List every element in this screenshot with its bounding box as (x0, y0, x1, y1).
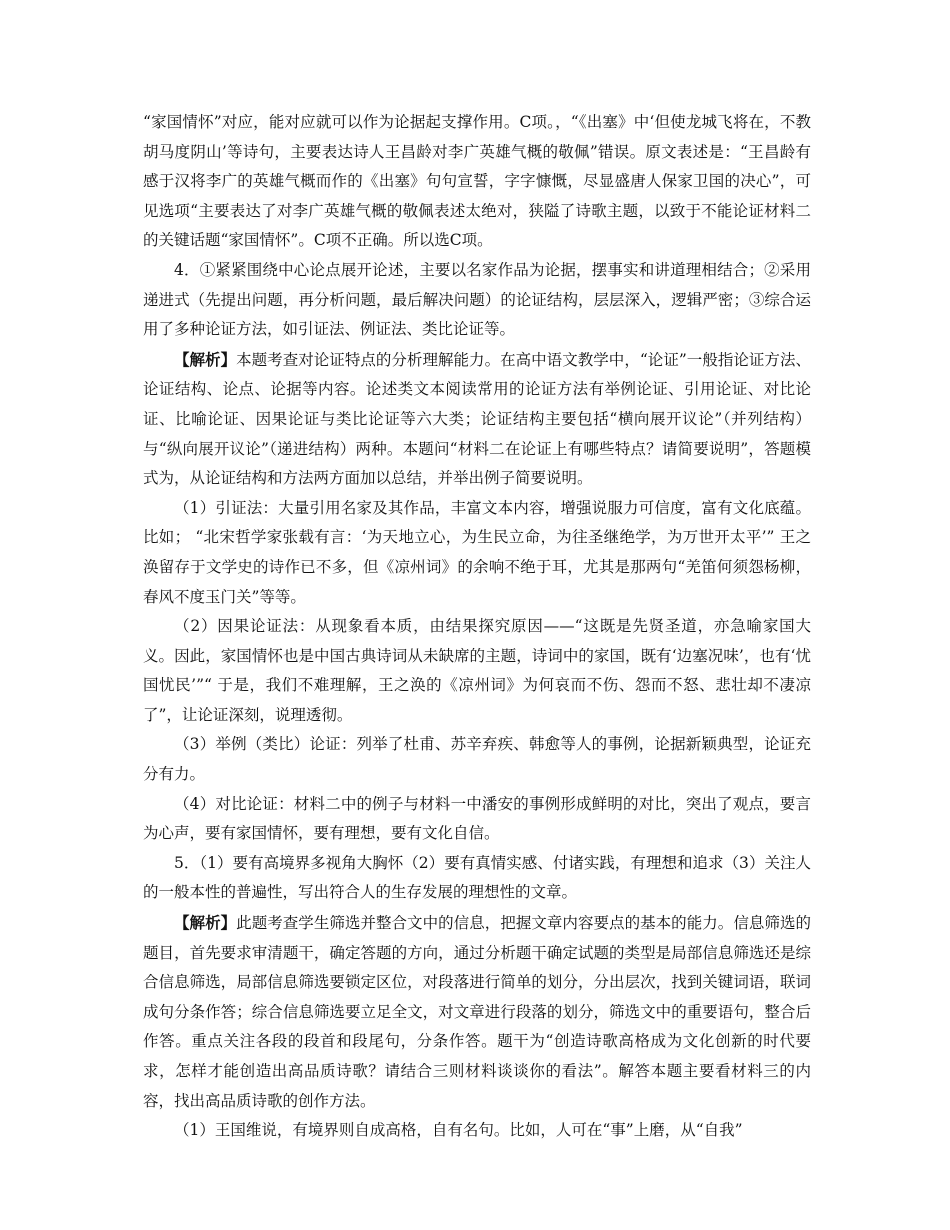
answer-3-explanation-tail: “家国情怀”对应，能对应就可以作为论据起支撑作用。C项。，“《出塞》中‘但使龙城飞将在，不教胡马度阴山’等诗句，主要表达诗人王昌龄对李广英雄气概的敬佩”错误。原文表述是：“王昌龄有感于汉将李广的英雄气概而作的《出塞》句句宣誓，字字慷慨，尽显盛唐人保家卫国的决心”，可见选项“主要表达了对李广英雄气概的敬佩表述太绝对，狭隘了诗歌主题，以致于不能论证材料二的关键话题“家国情怀”。C项不正确。所以选C项。 (143, 113, 811, 250)
answer-5-analysis (143, 908, 811, 1116)
answer-4-point-3: （3）举例（类比）论证：列举了杜甫、苏辛弃疾、韩愈等人的事例，论据新颖典型，论证充分有力。 (143, 735, 811, 784)
analysis-label: 【解析】 (174, 913, 237, 933)
analysis-text: 本题考查对论证特点的分析理解能力。在高中语文教学中，“论证”一般指论证方法、论证结构、论点、论据等内容。论述类文本阅读常用的论证方法有举例论证、引用论证、对比论证、比喻论证、因果论证与类比论证等六大类；论证结构主要包括“横向展开议论”（并列结构）与“纵向展开议论”（递进结构）两种。本题问“材料二在论证上有哪些特点？请简要说明”，答题模式为，从论证结构和方法两方面加以总结，并举出例子简要说明。 (143, 350, 811, 488)
answer-4-point-2: （2）因果论证法：从现象看本质，由结果探究原因——“这既是先贤圣道，亦急喻家国大义。因此，家国情怀也是中国古典诗词从未缺席的主题，诗词中的家国，既有‘边塞况味’，也有‘忧国忧民’”“ 于是，我们不难理解，王之涣的《凉州词》为何哀而不伤、怨而不怒、悲壮却不凄凉了”，让论证深刻，说理透彻。 (143, 617, 811, 724)
analysis-text: 此题考查学生筛选并整合文中的信息，把握文章内容要点的基本的能力。信息筛选的题目，首先要求审清题干，确定答题的方向，通过分析题干确定试题的类型是局部信息筛选还是综合信息筛选，局部信息筛选要锁定区位，对段落进行简单的划分，分出层次，找到关键词语，联词成句分条作答；综合信息筛选要立足全文，对文章进行段落的划分，筛选文中的重要语句，整合后作答。重点关注各段的段首和段尾句，分条作答。题干为“创造诗歌高格成为文化创新的时代要求，怎样才能创造出高品质诗歌？请结合三则材料谈谈你的看法”。解答本题主要看材料三的内容，找出高品质诗歌的创作方法。 (143, 914, 811, 1110)
answer-4-point-4: （4）对比论证：材料二中的例子与材料一中潘安的事例形成鲜明的对比，突出了观点，要言为心声，要有家国情怀，要有理想，要有文化自信。 (143, 794, 811, 843)
analysis-label: 【解析】 (174, 349, 237, 369)
answer-5-point-1: （1）王国维说，有境界则自成高格，自有名句。比如，人可在“事”上磨，从“自我” (174, 1121, 743, 1140)
answer-5: 5．（1）要有高境界多视角大胸怀（2）要有真情实感、付诸实践，有理想和追求（3）关注人的一般本性的普遍性，写出符合人的生存发展的理想性的文章。 (143, 853, 811, 902)
answer-4-analysis (143, 345, 811, 494)
answer-4-point-1: （1）引证法：大量引用名家及其作品，丰富文本内容，增强说服力可信度，富有文化底蕴。比如； “北宋哲学家张载有言：‘为天地立心，为生民立命，为往圣继绝学，为万世开太平’” 王之涣留存于文学史的诗作已不多，但《凉州词》的余响不绝于耳，尤其是那两句“羌笛何须怨杨柳，春风不度玉门关”等等。 (143, 498, 811, 606)
document-page (143, 108, 811, 1146)
answer-4: 4．①紧紧围绕中心论点展开论述，主要以名家作品为论据，摆事实和讲道理相结合；②采用递进式（先提出问题，再分析问题，最后解决问题）的论证结构，层层深入，逻辑严密；③综合运用了多种论证方法，如引证法、例证法、类比论证等。 (143, 260, 811, 339)
